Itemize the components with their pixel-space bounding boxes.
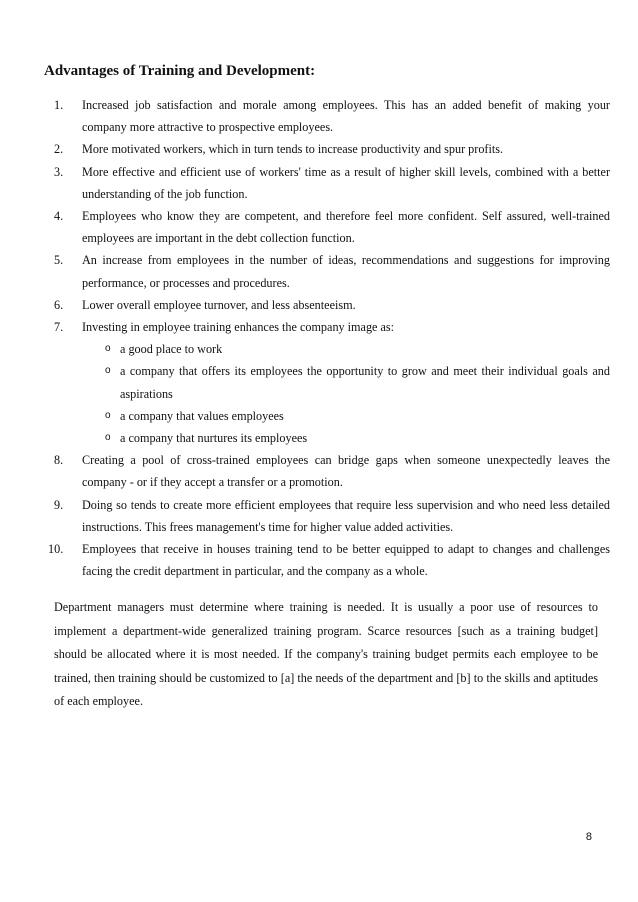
list-item-text: Employees who know they are competent, and therefore feel more confident. Self assured, well-trained employees are important in the debt collection function.: [82, 209, 610, 246]
list-item: [54, 161, 610, 205]
list-item-number: 3.: [54, 164, 64, 179]
list-item-number: 2.: [54, 142, 64, 157]
bullet-marker-icon: o: [105, 343, 111, 355]
list-item-number: 4.: [54, 209, 64, 224]
list-item: [54, 449, 610, 493]
list-item-text: Creating a pool of cross-trained employees can bridge gaps when someone unexpectedly leaves the company - or if they accept a transfer or a promotion.: [82, 453, 610, 490]
bullet-marker-icon: o: [105, 432, 111, 444]
list-item-text: Investing in employee training enhances the company image as:: [82, 320, 395, 335]
advantages-list: [48, 94, 610, 582]
list-item-text: More effective and efficient use of workers' time as a result of higher skill levels, combined with a better understanding of the job function.: [82, 164, 610, 201]
sublist-item: [82, 338, 610, 360]
section-heading: Advantages of Training and Development:: [44, 63, 316, 79]
list-item-text: Increased job satisfaction and morale among employees. This has an added benefit of making your company more attractive to prospective employees.: [82, 98, 610, 135]
list-item-text: Lower overall employee turnover, and less absenteeism.: [82, 297, 356, 312]
list-item: [54, 494, 610, 538]
bullet-marker-icon: o: [105, 409, 111, 421]
list-item-number: 5.: [54, 253, 64, 268]
company-image-sublist: [82, 338, 610, 449]
list-item-number: 10.: [48, 542, 64, 557]
list-item: [54, 205, 610, 249]
sublist-item: [82, 405, 610, 427]
list-item-text: Employees that receive in houses training tend to be better equipped to adapt to changes and challenges facing the credit department in particular, and the company as a whole.: [82, 542, 610, 579]
list-item-number: 7.: [54, 320, 64, 335]
sublist-item-text: a company that offers its employees the opportunity to grow and meet their individual goals and aspirations: [120, 364, 610, 401]
sublist-item: [82, 427, 610, 449]
list-item: [54, 249, 610, 293]
bullet-marker-icon: o: [105, 365, 111, 377]
sublist-item: [82, 360, 610, 404]
sublist-item-text: a company that nurtures its employees: [120, 431, 308, 446]
list-item-text: Doing so tends to create more efficient employees that require less supervision and who need less detailed instructions. This frees management's time for higher value added activities.: [82, 497, 610, 534]
list-item-number: 6.: [54, 297, 64, 312]
list-item: [54, 94, 610, 138]
sublist-item-text: a good place to work: [120, 342, 223, 357]
body-paragraph: Department managers must determine where training is needed. It is usually a poor use of resources to implement a department-wide generalized training program. Scarce resources [such as a training budget] should be allocated where it is most needed. If the company's training budget permits each employee to be trained, then training should be customized to [a] the needs of the department and [b] to the skills and aptitudes of each employee.: [54, 600, 598, 709]
list-item-number: 8.: [54, 453, 64, 468]
page-number: 8: [585, 831, 592, 843]
list-item-text: An increase from employees in the number of ideas, recommendations and suggestions for improving performance, or processes and procedures.: [82, 253, 610, 290]
list-item-text: More motivated workers, which in turn tends to increase productivity and spur profits.: [82, 142, 504, 157]
list-item-number: 9.: [54, 497, 64, 512]
list-item-number: 1.: [54, 98, 64, 112]
list-item: [54, 294, 610, 316]
list-item: [54, 316, 610, 449]
sublist-item-text: a company that values employees: [120, 408, 284, 423]
list-item: [48, 538, 610, 582]
list-item: [54, 138, 610, 160]
